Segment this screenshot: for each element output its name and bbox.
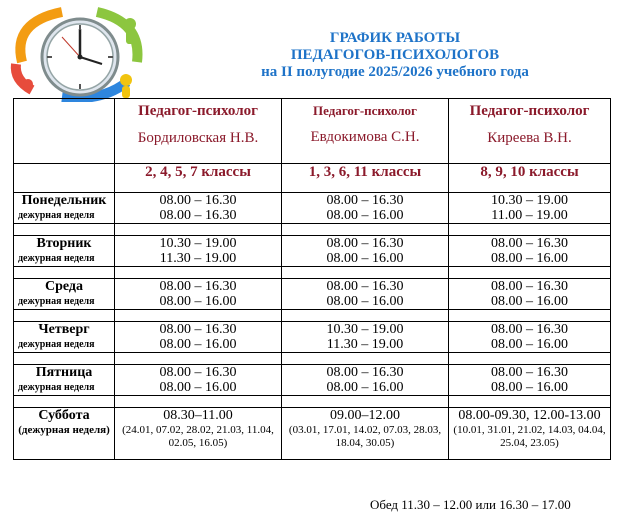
saturday-time: 08.30–11.00 <box>163 408 233 423</box>
classes-row <box>14 164 611 193</box>
duty-time: 11.30 – 19.00 <box>326 337 404 352</box>
duty-week-label: дежурная неделя <box>18 296 95 307</box>
classes-cell: 2, 4, 5, 7 классы <box>115 164 282 193</box>
regular-time: 10.30 – 19.00 <box>159 236 237 251</box>
day-row <box>14 193 611 224</box>
saturday-dates: (24.01, 07.02, 28.02, 21.03, 11.04, 02.05, 16.05) <box>122 424 274 449</box>
regular-time: 08.00 – 16.30 <box>159 322 237 337</box>
corner-cell <box>14 164 115 193</box>
duty-week-label: дежурная неделя <box>18 253 95 264</box>
time-cell <box>115 408 282 460</box>
time-cell <box>282 279 449 310</box>
time-cell <box>449 193 611 224</box>
time-cell <box>449 279 611 310</box>
lunch-note: Обед 11.30 – 12.00 или 16.30 – 17.00 <box>370 497 571 512</box>
day-row <box>14 322 611 353</box>
header-col-3 <box>449 99 611 164</box>
day-label-cell <box>14 365 115 396</box>
time-cell <box>449 236 611 267</box>
day-row <box>14 236 611 267</box>
duty-time: 11.00 – 19.00 <box>491 208 568 223</box>
duty-time: 08.00 – 16.00 <box>326 294 404 309</box>
duty-time: 08.00 – 16.00 <box>159 337 237 352</box>
corner-cell <box>14 99 115 164</box>
time-cell <box>282 322 449 353</box>
regular-time: 08.00 – 16.30 <box>491 279 568 294</box>
time-cell <box>282 236 449 267</box>
duty-week-label: дежурная неделя <box>18 382 95 393</box>
day-name: Вторник <box>36 236 92 251</box>
duty-time: 08.00 – 16.30 <box>159 208 237 223</box>
regular-time: 08.00 – 16.30 <box>491 365 568 380</box>
duty-time: 11.30 – 19.00 <box>159 251 237 266</box>
duty-time: 08.00 – 16.00 <box>491 337 568 352</box>
saturday-time: 08.00-09.30, 12.00-13.00 <box>458 408 601 423</box>
saturday-row <box>14 408 611 460</box>
duty-time: 08.00 – 16.00 <box>326 251 404 266</box>
regular-time: 08.00 – 16.30 <box>491 236 568 251</box>
classes-cell: 1, 3, 6, 11 классы <box>282 164 449 193</box>
psychologist-name: Киреева В.Н. <box>487 130 572 146</box>
page-title <box>190 30 600 81</box>
time-cell <box>282 365 449 396</box>
regular-time: 08.00 – 16.30 <box>159 193 237 208</box>
day-label-cell <box>14 322 115 353</box>
saturday-dates: (03.01, 17.01, 14.02, 07.03, 28.03, 18.04, 30.05) <box>288 424 442 449</box>
duty-time: 08.00 – 16.00 <box>491 251 568 266</box>
day-name: Суббота <box>38 408 90 423</box>
time-cell <box>449 365 611 396</box>
day-label-cell <box>14 408 115 460</box>
day-name: Понедельник <box>21 193 107 208</box>
time-cell <box>115 193 282 224</box>
regular-time: 08.00 – 16.30 <box>159 279 237 294</box>
time-cell <box>449 322 611 353</box>
role-label: Педагог-психолог <box>469 103 590 119</box>
day-label-cell <box>14 236 115 267</box>
time-cell <box>449 408 611 460</box>
title-line-3: на II полугодие 2025/2026 учебного года <box>261 64 529 80</box>
schedule-table <box>13 98 611 460</box>
day-row <box>14 365 611 396</box>
header-col-1 <box>115 99 282 164</box>
psychologist-name: Бордиловская Н.В. <box>137 130 259 146</box>
title-line-2: ПЕДАГОГОВ-ПСИХОЛОГОВ <box>290 47 500 63</box>
regular-time: 08.00 – 16.30 <box>159 365 237 380</box>
duty-time: 08.00 – 16.00 <box>491 294 568 309</box>
time-cell <box>115 279 282 310</box>
psychologist-name: Евдокимова С.Н. <box>310 129 420 145</box>
day-name: Четверг <box>38 322 90 337</box>
duty-time: 08.00 – 16.00 <box>326 380 404 395</box>
day-name: Среда <box>44 279 83 294</box>
regular-time: 08.00 – 16.30 <box>326 236 404 251</box>
time-cell <box>282 408 449 460</box>
header-row <box>14 99 611 164</box>
saturday-dates: (10.01, 31.01, 21.02, 14.03, 04.04, 25.04, 23.05) <box>453 424 606 449</box>
day-row <box>14 279 611 310</box>
header-col-2 <box>282 99 449 164</box>
duty-week-label: (дежурная неделя) <box>18 424 110 436</box>
regular-time: 10.30 – 19.00 <box>326 322 404 337</box>
role-label: Педагог-психолог <box>138 103 258 119</box>
regular-time: 08.00 – 16.30 <box>326 193 404 208</box>
day-label-cell <box>14 193 115 224</box>
time-cell <box>115 365 282 396</box>
duty-week-label: дежурная неделя <box>18 210 95 221</box>
duty-time: 08.00 – 16.00 <box>326 208 404 223</box>
regular-time: 08.00 – 16.30 <box>326 279 404 294</box>
clock-clipart <box>2 2 152 102</box>
duty-week-label: дежурная неделя <box>18 339 95 350</box>
duty-time: 08.00 – 16.00 <box>491 380 568 395</box>
regular-time: 08.00 – 16.30 <box>491 322 568 337</box>
role-label: Педагог-психолог <box>313 103 417 118</box>
time-cell <box>282 193 449 224</box>
day-name: Пятница <box>35 365 93 380</box>
regular-time: 08.00 – 16.30 <box>326 365 404 380</box>
regular-time: 10.30 – 19.00 <box>491 193 568 208</box>
classes-cell: 8, 9, 10 классы <box>449 164 611 193</box>
duty-time: 08.00 – 16.00 <box>159 294 237 309</box>
day-label-cell <box>14 279 115 310</box>
duty-time: 08.00 – 16.00 <box>159 380 237 395</box>
title-line-1: ГРАФИК РАБОТЫ <box>329 30 461 46</box>
time-cell <box>115 322 282 353</box>
time-cell <box>115 236 282 267</box>
saturday-time: 09.00–12.00 <box>330 408 400 423</box>
